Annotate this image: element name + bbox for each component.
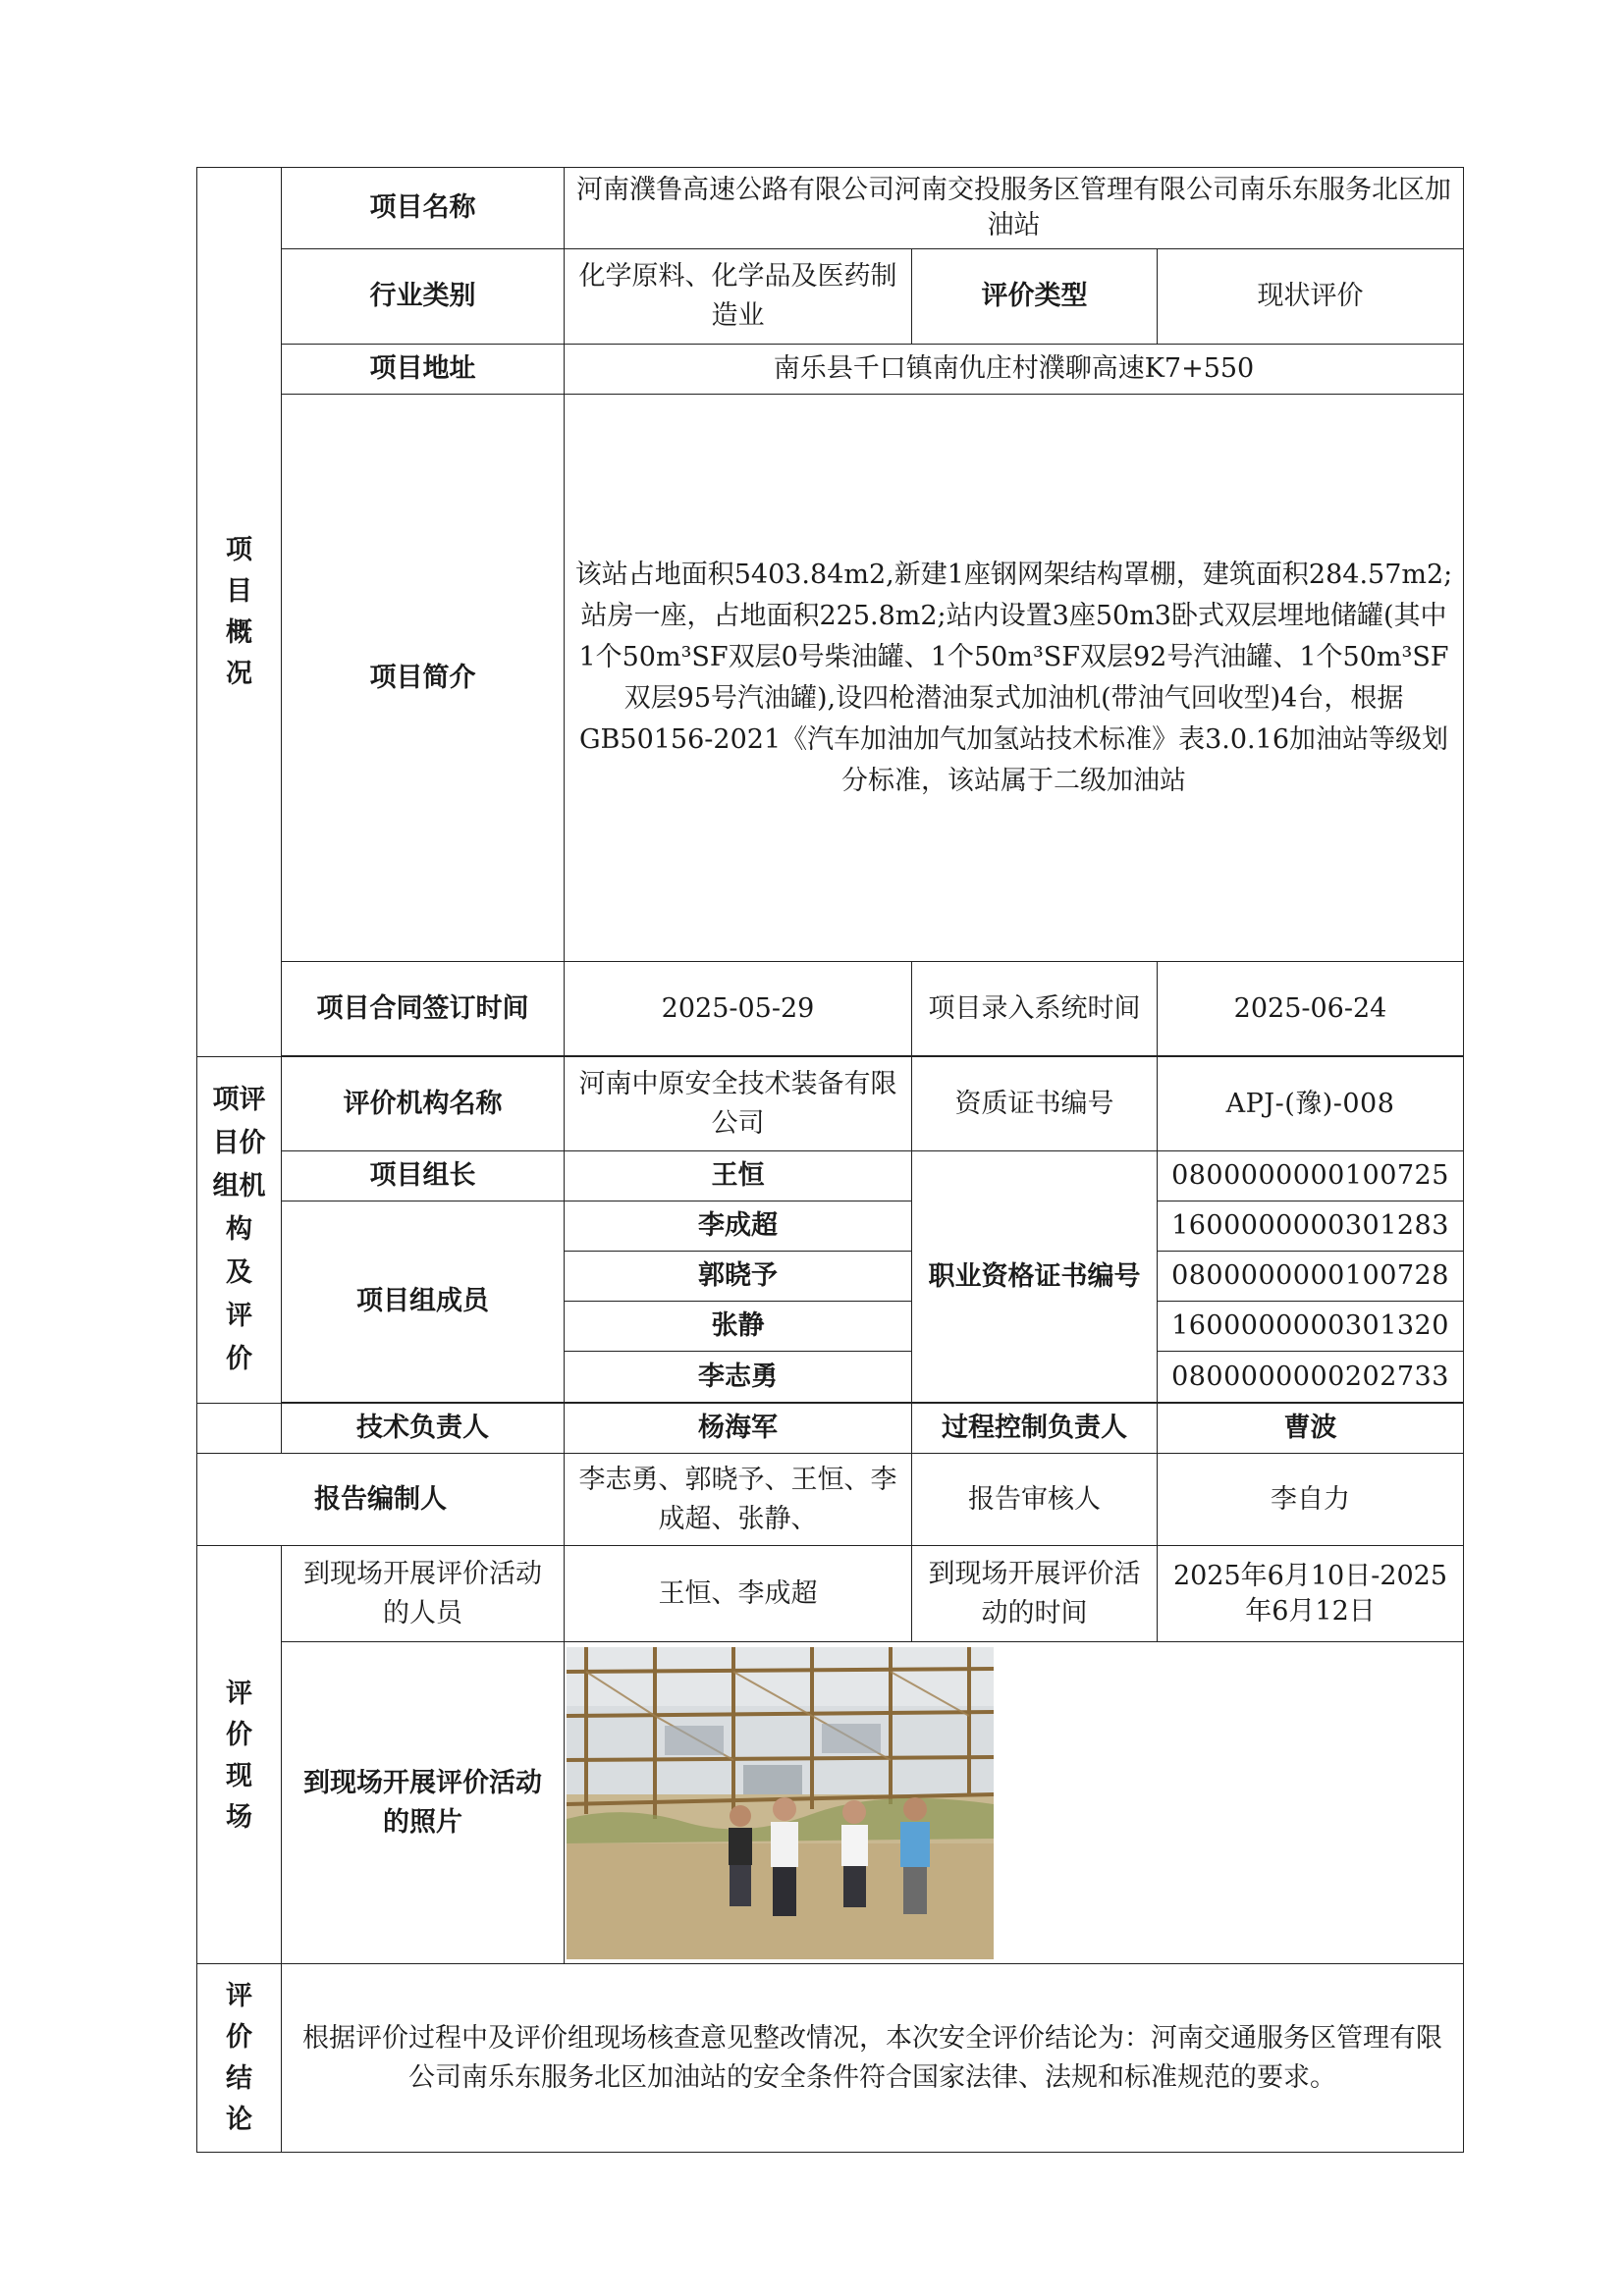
- agency-value: 河南中原安全技术装备有限公司: [565, 1057, 912, 1151]
- team-name-3: 郭晓予: [565, 1252, 912, 1302]
- qual-label: 职业资格证书编号: [912, 1151, 1158, 1403]
- entry-date-label: 项目录入系统时间: [912, 962, 1158, 1056]
- author-value: 李志勇、郭晓予、王恒、李成超、张静、: [565, 1454, 912, 1546]
- team-name-4: 张静: [565, 1302, 912, 1352]
- site-photo: [567, 1647, 994, 1959]
- reviewer-label: 报告审核人: [912, 1454, 1158, 1546]
- team-cert-4: 1600000000301320: [1158, 1302, 1464, 1352]
- section-org-label: 项评 目价 组机 构 及 评 价: [197, 1057, 282, 1404]
- process-lead-label: 过程控制负责人: [912, 1404, 1158, 1454]
- section-overview-label: 项 目 概 况: [197, 168, 282, 1057]
- project-name-label: 项目名称: [282, 168, 565, 249]
- leader-label: 项目组长: [282, 1151, 565, 1201]
- industry-value: 化学原料、化学品及医药制造业: [565, 249, 912, 345]
- reviewer-value: 李自力: [1158, 1454, 1464, 1546]
- cert-label: 资质证书编号: [912, 1057, 1158, 1151]
- tech-lead-value: 杨海军: [565, 1404, 912, 1454]
- contract-date-label: 项目合同签订时间: [282, 962, 565, 1056]
- agency-label: 评价机构名称: [282, 1057, 565, 1151]
- section-site-label: 评 价 现 场: [197, 1546, 282, 1964]
- cert-value: APJ-(豫)-008: [1158, 1057, 1464, 1151]
- team-cert-1: 0800000000100725: [1158, 1151, 1464, 1201]
- team-cert-2: 1600000000301283: [1158, 1201, 1464, 1252]
- section-conclusion-label: 评 价 结 论: [197, 1964, 282, 2153]
- intro-label: 项目简介: [282, 395, 565, 962]
- site-people-value: 王恒、李成超: [565, 1546, 912, 1642]
- contract-date-value: 2025-05-29: [565, 962, 912, 1056]
- intro-value: 该站占地面积5403.84m2,新建1座钢网架结构罩棚，建筑面积284.57m2;站房一座，占地面积225.8m2;站内设置3座50m3卧式双层埋地储罐(其中1个50m³SF双层0号柴油罐、1个50m³SF双层92号汽油罐、1个50m³SF双层95号汽油罐),设四枪潜油泵式加油机(带油气回收型)4台，根据GB50156-2021《汽车加油加气加氢站技术标准》表3.0.16加油站等级划分标准，该站属于二级加油站: [565, 395, 1464, 962]
- team-cert-3: 0800000000100728: [1158, 1252, 1464, 1302]
- site-time-value: 2025年6月10日-2025年6月12日: [1158, 1546, 1464, 1642]
- blank-cell: [197, 1404, 282, 1454]
- team-name-2: 李成超: [565, 1201, 912, 1252]
- eval-type-label: 评价类型: [912, 249, 1158, 345]
- team-cert-5: 0800000000202733: [1158, 1352, 1464, 1403]
- address-value: 南乐县千口镇南仇庄村濮聊高速K7+550: [565, 345, 1464, 395]
- site-people-label: 到现场开展评价活动的人员: [282, 1546, 565, 1642]
- team-name-1: 王恒: [565, 1151, 912, 1201]
- site-photo-image: [567, 1647, 994, 1959]
- process-lead-value: 曹波: [1158, 1404, 1464, 1454]
- industry-label: 行业类别: [282, 249, 565, 345]
- author-label: 报告编制人: [197, 1454, 565, 1546]
- site-photo-cell: [565, 1642, 1464, 1964]
- address-label: 项目地址: [282, 345, 565, 395]
- evaluation-form: [196, 167, 1464, 2153]
- tech-lead-label: 技术负责人: [282, 1404, 565, 1454]
- entry-date-value: 2025-06-24: [1158, 962, 1464, 1056]
- project-name-value: 河南濮鲁高速公路有限公司河南交投服务区管理有限公司南乐东服务北区加油站: [565, 168, 1464, 249]
- team-name-5: 李志勇: [565, 1352, 912, 1403]
- members-label: 项目组成员: [282, 1201, 565, 1403]
- eval-type-value: 现状评价: [1158, 249, 1464, 345]
- conclusion-text: 根据评价过程中及评价组现场核查意见整改情况，本次安全评价结论为：河南交通服务区管理有限公司南乐东服务北区加油站的安全条件符合国家法律、法规和标准规范的要求。: [282, 1964, 1464, 2153]
- site-time-label: 到现场开展评价活动的时间: [912, 1546, 1158, 1642]
- site-photo-label: 到现场开展评价活动的照片: [282, 1642, 565, 1964]
